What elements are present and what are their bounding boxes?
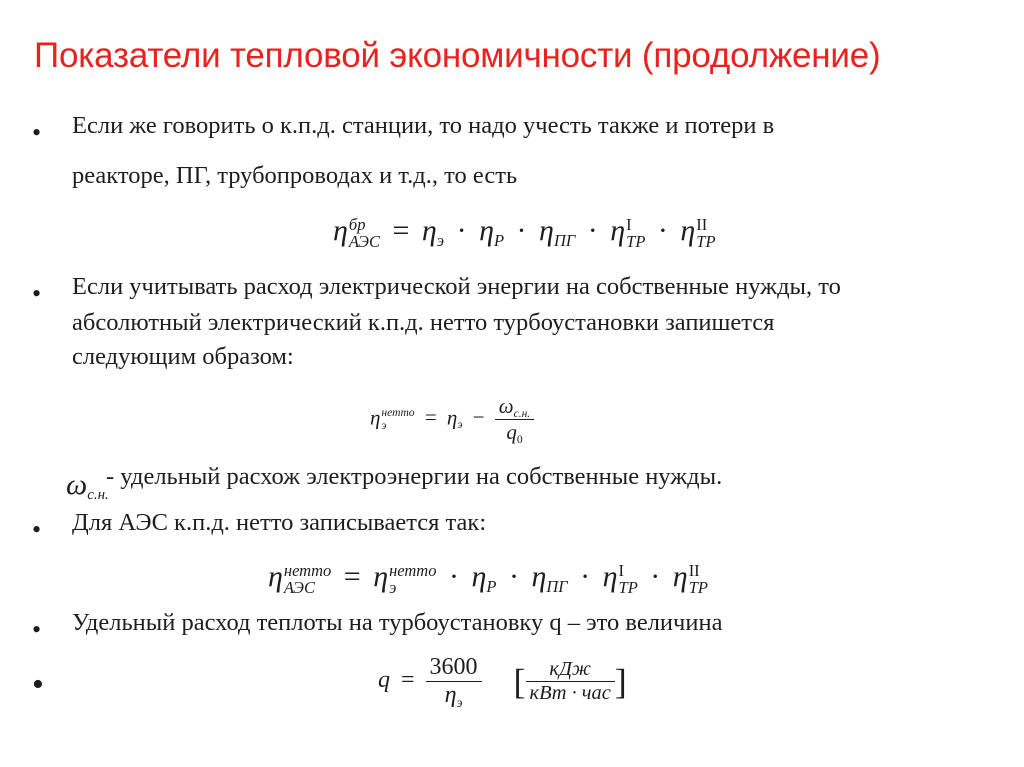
equals-sign: = xyxy=(424,405,437,430)
q-symbol: q xyxy=(506,420,517,444)
eta-symbol: η xyxy=(531,560,547,593)
sup-netto: нетто xyxy=(389,560,437,580)
sub-e: э xyxy=(381,419,387,432)
paragraph-2-line-2: абсолютный электрический к.п.д. нетто турбоустановки запишется xyxy=(72,309,775,336)
dot-operator: · xyxy=(587,214,598,247)
sub-aes: АЭС xyxy=(348,232,380,252)
sub-tr: ТР xyxy=(626,232,646,252)
slide-title: Показатели тепловой экономичности (продолжение) xyxy=(34,36,881,75)
unit-numerator: кДж xyxy=(526,658,615,682)
sub-r: Р xyxy=(486,576,497,596)
sub-r: Р xyxy=(493,230,505,250)
sub-tr: ТР xyxy=(696,232,716,252)
formula-efficiency-net-turbine xyxy=(370,394,534,445)
dot-operator: · xyxy=(516,214,527,247)
paragraph-1-line-1: Если же говорить о к.п.д. станции, то надо учесть также и потери в xyxy=(72,112,775,139)
unit-fraction xyxy=(526,658,615,705)
bullet-2: • xyxy=(32,279,42,308)
sub-sn: с.н. xyxy=(513,408,531,421)
minus-sign: − xyxy=(472,405,485,430)
bullet-3: • xyxy=(32,515,42,544)
sup-netto: нетто xyxy=(283,560,332,580)
paragraph-3: Для АЭС к.п.д. нетто записывается так: xyxy=(72,509,487,536)
sub-e: э xyxy=(436,230,445,250)
formula-efficiency-net-aes xyxy=(268,560,708,596)
bullet-1: • xyxy=(32,118,42,147)
dot-operator: · xyxy=(508,560,519,593)
omega-symbol: ω xyxy=(66,468,88,501)
eta-symbol: η xyxy=(539,214,554,247)
eta-symbol: η xyxy=(268,560,283,593)
omega-symbol: ω xyxy=(498,394,514,418)
paragraph-1-line-2: реакторе, ПГ, трубопроводах и т.д., то есть xyxy=(72,162,518,189)
sub-aes: АЭС xyxy=(283,578,315,598)
q-symbol: q xyxy=(378,667,390,694)
bullet-4: • xyxy=(32,615,42,644)
fraction xyxy=(495,394,534,445)
unit-denominator: кВт · час xyxy=(529,682,611,704)
paragraph-2-line-3: следующим образом: xyxy=(72,343,294,370)
fraction-denominator xyxy=(495,420,534,445)
eta-symbol: η xyxy=(471,560,487,593)
dot-operator: · xyxy=(456,214,467,247)
equals-sign: = xyxy=(392,214,410,247)
eta-symbol: η xyxy=(610,214,626,247)
formula-efficiency-gross xyxy=(333,214,716,250)
sup-br: бр xyxy=(348,214,366,234)
eta-symbol: η xyxy=(370,405,381,430)
sub-0: 0 xyxy=(516,434,523,447)
omega-definition-text: - удельный расхож электроэнергии на собственные нужды. xyxy=(106,463,723,490)
dot-operator: · xyxy=(650,560,661,593)
equals-sign: = xyxy=(401,667,415,694)
sup-II: II xyxy=(696,214,708,234)
equals-sign: = xyxy=(343,560,361,593)
eta-symbol: η xyxy=(602,560,618,593)
sup-I: I xyxy=(618,560,625,580)
eta-symbol: η xyxy=(421,214,437,247)
fraction xyxy=(426,654,482,709)
eta-symbol: η xyxy=(373,560,389,593)
eta-symbol: η xyxy=(479,214,494,247)
sub-tr: ТР xyxy=(618,578,638,598)
right-bracket: ] xyxy=(614,661,627,702)
paragraph-4: Удельный расход теплоты на турбоустановку q – это величина xyxy=(72,609,723,636)
eta-symbol: η xyxy=(444,682,457,708)
dot-operator: · xyxy=(448,560,459,593)
sup-II: II xyxy=(688,560,700,580)
fraction-numerator xyxy=(495,394,534,420)
formula-specific-heat-rate xyxy=(378,654,627,709)
eta-symbol: η xyxy=(446,405,458,430)
dot-operator: · xyxy=(657,214,668,247)
sup-netto: нетто xyxy=(381,407,415,420)
omega-symbol-label xyxy=(66,468,109,502)
eta-symbol: η xyxy=(333,214,348,247)
fraction-numerator: 3600 xyxy=(426,654,482,682)
sub-e: э xyxy=(457,419,463,432)
sub-sn: с.н. xyxy=(87,487,109,504)
left-bracket: [ xyxy=(513,661,526,702)
eta-symbol: η xyxy=(680,214,696,247)
sub-pg: ПГ xyxy=(546,576,568,596)
fraction-denominator xyxy=(426,682,482,709)
sub-tr: ТР xyxy=(688,578,708,598)
sub-pg: ПГ xyxy=(553,230,576,250)
paragraph-2-line-1: Если учитывать расход электрической энергии на собственные нужды, то xyxy=(72,273,841,300)
sub-e: э xyxy=(456,694,463,710)
bullet-5: • xyxy=(32,666,44,703)
dot-operator: · xyxy=(580,560,591,593)
sup-I: I xyxy=(626,214,632,234)
eta-symbol: η xyxy=(672,560,688,593)
sub-e: э xyxy=(389,578,397,598)
